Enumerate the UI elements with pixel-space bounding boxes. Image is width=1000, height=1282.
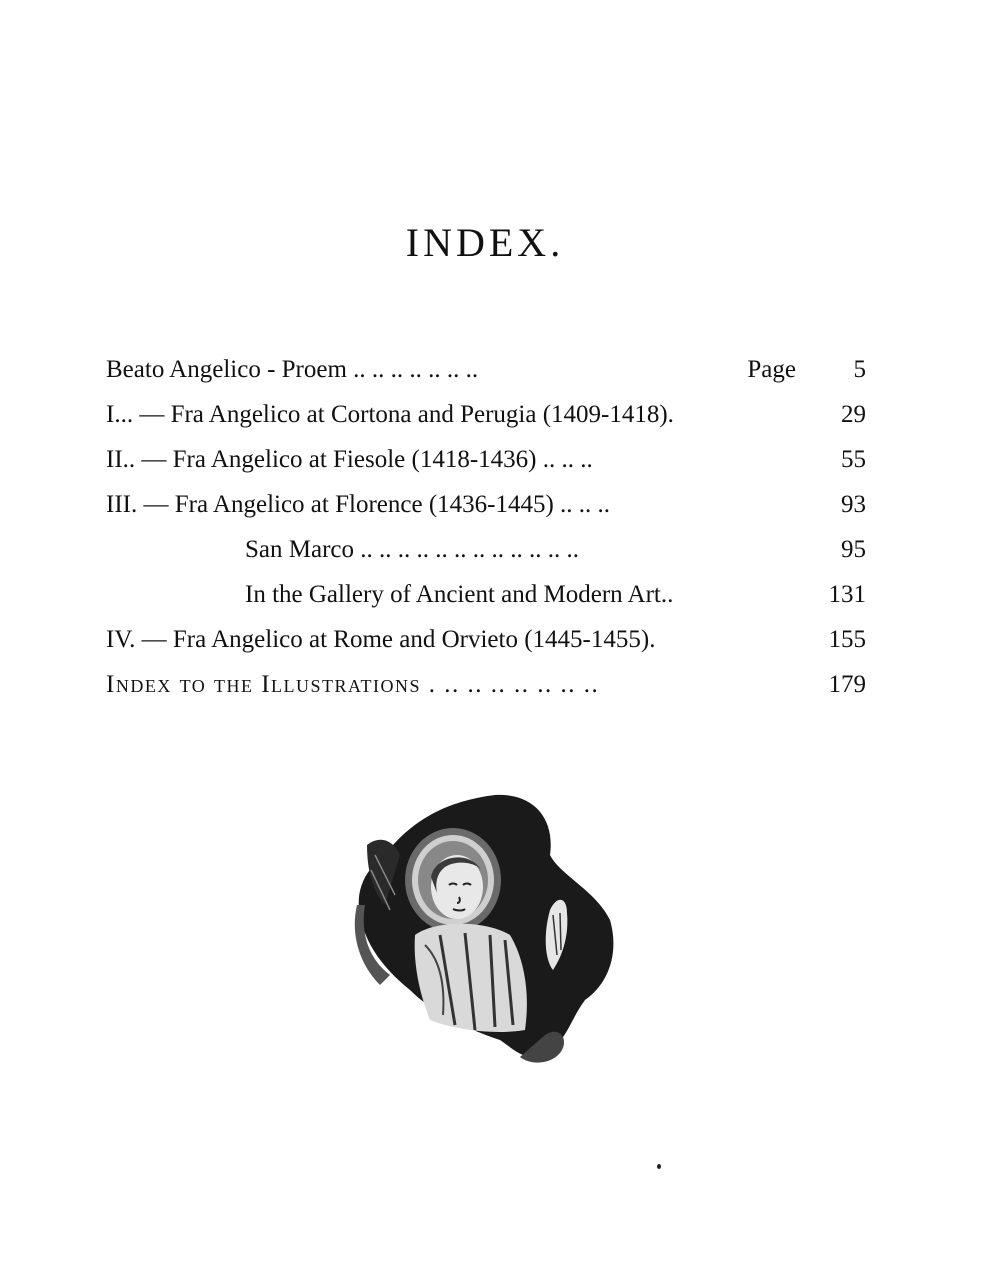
toc-entry-title: Beato Angelico - Proem .. .. .. .. .. .. .. — [106, 356, 479, 383]
toc-page-number: 155 — [828, 626, 866, 653]
toc-entry-san-marco — [106, 530, 866, 575]
toc-entry-title: IV. — Fra Angelico at Rome and Orvieto (1445-1455). — [106, 626, 656, 653]
page-column-label: Page — [747, 356, 796, 383]
toc-page-number: 93 — [841, 491, 866, 518]
toc-entry-title: III. — Fra Angelico at Florence (1436-1445) .. .. .. — [106, 491, 611, 518]
toc-entry-title: II.. — Fra Angelico at Fiesole (1418-1436) .. .. .. — [106, 446, 593, 473]
page-title: INDEX. — [405, 219, 565, 265]
table-of-contents — [106, 350, 866, 710]
toc-entry-chapter-3 — [106, 485, 866, 530]
toc-page-number: 179 — [828, 671, 866, 698]
toc-entry-title: In the Gallery of Ancient and Modern Art.. — [245, 581, 674, 608]
toc-entry-title: Index to the Illustrations . .. .. .. .. .. .. .. — [106, 671, 600, 698]
toc-entry-chapter-1 — [106, 395, 866, 440]
toc-page-number: 95 — [841, 536, 866, 563]
toc-page-number: 29 — [841, 401, 866, 428]
toc-entry-title: I... — Fra Angelico at Cortona and Perugia (1409-1418). — [106, 401, 674, 428]
toc-page-number: 55 — [841, 446, 866, 473]
toc-entry-gallery — [106, 575, 866, 620]
toc-page-number: 131 — [828, 581, 866, 608]
angel-vignette-icon — [345, 785, 635, 1070]
toc-entry-proem — [106, 350, 866, 395]
toc-entry-title: San Marco .. .. .. .. .. .. .. .. .. .. .. .. — [245, 536, 579, 563]
ink-speck — [657, 1164, 661, 1169]
toc-entry-illustrations — [106, 665, 866, 710]
toc-entry-chapter-2 — [106, 440, 866, 485]
toc-page-number: 5 — [853, 356, 866, 383]
toc-entry-chapter-4 — [106, 620, 866, 665]
